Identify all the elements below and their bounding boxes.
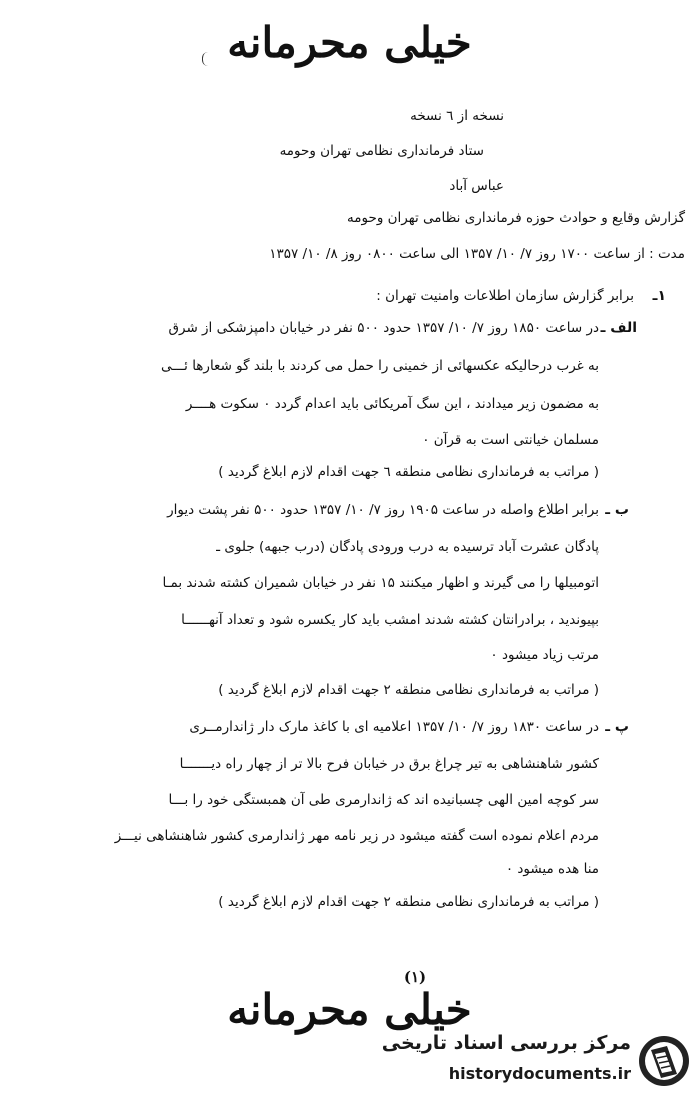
archive-watermark — [381, 1030, 691, 1092]
item-c-line: سر کوچه امین الهی چسبانیده اند که ژاندارمری طی آن همبستگی خود را بـــا — [168, 792, 599, 808]
copy-number-line: نسخه از ٦ نسخه — [410, 108, 504, 124]
item-c-line: کشور شاهنشاهی به تیر چراغ برق در خیابان فرح بالا تر از چهار راه دیـــــــا — [179, 756, 599, 772]
bottom-classification-stamp: خیلی محرمانه — [227, 985, 472, 1034]
section-1-title: برابر گزارش سازمان اطلاعات وامنیت تهران : — [376, 288, 634, 304]
archive-logo-icon — [637, 1034, 691, 1088]
item-a-line: به غرب درحالیکه عکسهائی از خمینی را حمل می کردند با بلند گو شعارها ئـــی — [161, 358, 599, 374]
watermark-url: historydocuments.ir — [448, 1064, 631, 1083]
period-line: مدت : از ساعت ۱۷۰۰ روز ۷/ ۱۰/ ۱۳۵۷ الی ساعت ۰۸۰۰ روز ۸/ ۱۰/ ۱۳۵۷ — [269, 246, 685, 262]
watermark-title: مرکز بررسی اسناد تاریخی — [381, 1032, 631, 1054]
item-c-marker: پ ـ — [605, 719, 629, 735]
item-a-marker: الف ـ — [600, 320, 637, 336]
item-a-line: مسلمان خیانتی است به قرآن ۰ — [422, 432, 599, 448]
item-a-line: به مضمون زیر میدادند ، این سگ آمریکائی باید اعدام گردد ۰ سکوت هــــر — [185, 396, 599, 412]
subject-line: گزارش وقایع و حوادث حوزه فرمانداری نظامی تهران وحومه — [347, 210, 685, 226]
page-number: (۱) — [403, 968, 427, 986]
item-a-line: در ساعت ۱۸۵۰ روز ۷/ ۱۰/ ۱۳۵۷ حدود ۵۰۰ نفر در خیابان دامپزشکی از شرق — [168, 320, 599, 336]
item-b-line: بپیوندید ، برادرانتان کشته شدند امشب باید کار یکسره شود و تعداد آنهــــــا — [181, 612, 599, 628]
item-b-line: پادگان عشرت آباد ترسیده به درب ورودی پادگان (درب جبهه) جلوی ـ — [216, 539, 599, 555]
top-classification-stamp: خیلی محرمانه — [227, 18, 472, 67]
recipient-line: عباس آباد — [449, 178, 504, 194]
item-b-line: مرتب زیاد میشود ۰ — [490, 647, 599, 663]
item-c-note: ( مراتب به فرمانداری نظامی منطقه ۲ جهت اقدام لازم ابلاغ گردید ) — [218, 894, 599, 910]
item-b-line: اتومبیلها را می گیرند و اظهار میکنند ۱۵ نفر در خیابان شمیران کشته شدند بمـا — [162, 575, 599, 591]
item-c-line: منا هده میشود ۰ — [505, 861, 599, 877]
item-c-line: در ساعت ۱۸۳۰ روز ۷/ ۱۰/ ۱۳۵۷ اعلامیه ای با کاغذ مارک دار ژاندارمــری — [189, 719, 599, 735]
item-b-line: برابر اطلاع واصله در ساعت ۱۹۰۵ روز ۷/ ۱۰/ ۱۳۵۷ حدود ۵۰۰ نفر پشت دیوار — [167, 502, 599, 518]
item-b-note: ( مراتب به فرمانداری نظامی منطقه ۲ جهت اقدام لازم ابلاغ گردید ) — [218, 682, 599, 698]
pen-mark — [202, 52, 213, 66]
item-b-marker: ب ـ — [605, 502, 629, 518]
section-1-marker: ۱ـ — [652, 288, 666, 304]
item-c-line: مردم اعلام نموده است گفته میشود در زیر نامه مهر ژاندارمری کشور شاهنشاهی نیـــز — [114, 828, 599, 844]
item-a-note: ( مراتب به فرمانداری نظامی منطقه ٦ جهت اقدام لازم ابلاغ گردید ) — [218, 464, 599, 480]
sender-line: ستاد فرمانداری نظامی تهران وحومه — [279, 143, 484, 159]
